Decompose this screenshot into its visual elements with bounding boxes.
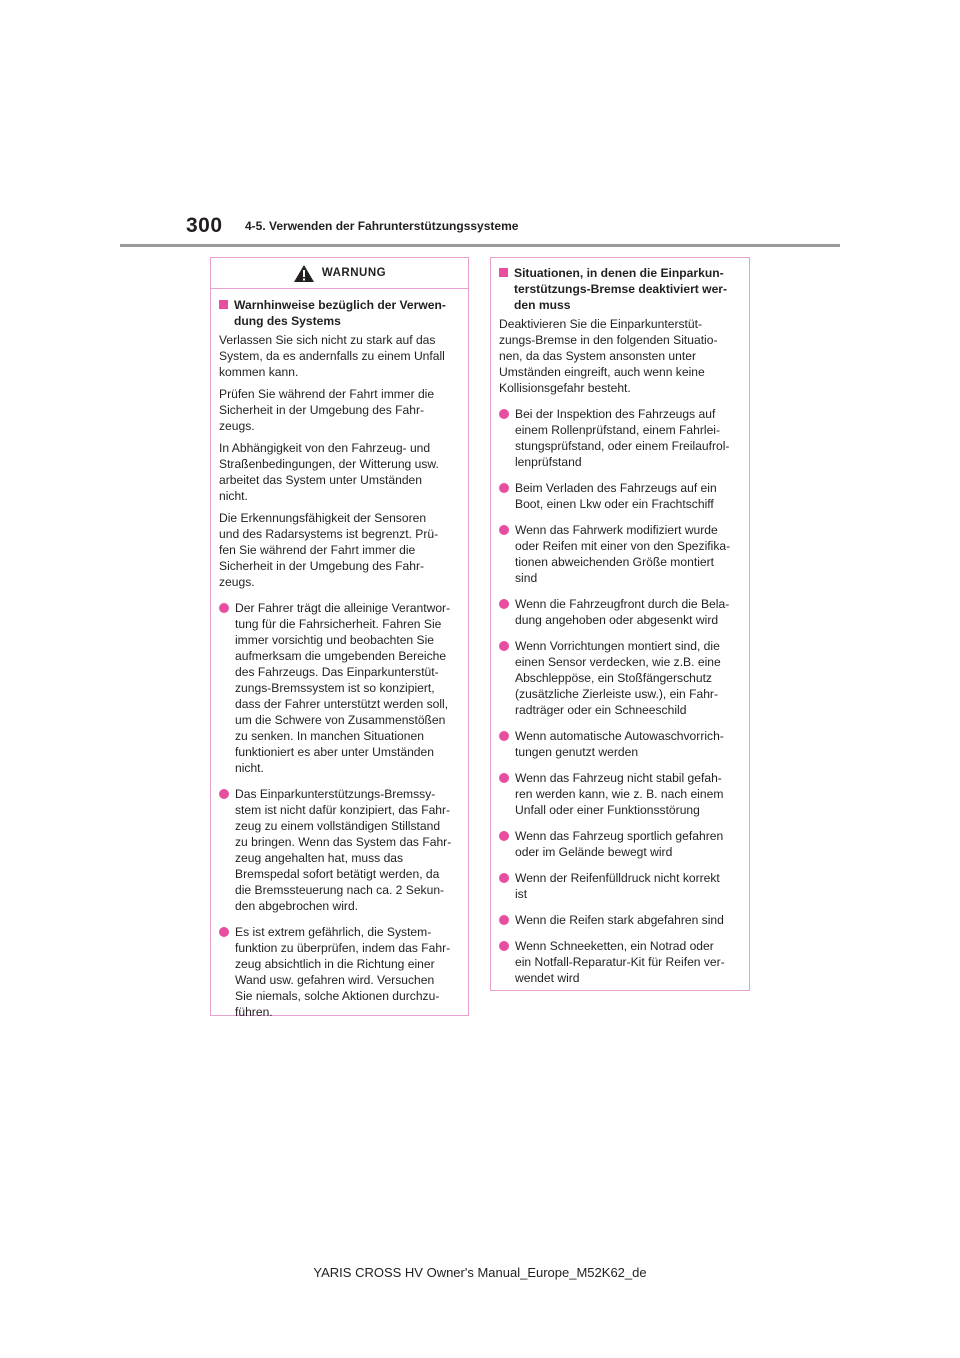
bullet-dot-icon <box>499 941 509 951</box>
bullet-dot-icon <box>219 789 229 799</box>
bullet-dot-icon <box>499 641 509 651</box>
bullet-dot-icon <box>219 603 229 613</box>
square-bullet-icon <box>499 268 508 277</box>
bullet-text: Wenn das Fahrwerk modifiziert wurde oder Reifen mit einer von den Spezifika- tionen abweichenden Größe montiert sind <box>515 523 731 585</box>
bullet-dot-icon <box>499 831 509 841</box>
bullet-text: Wenn die Reifen stark abgefahren sind <box>515 913 724 927</box>
situations-heading-text: Situationen, in denen die Einparkun- terstützungs-Bremse deaktiviert wer- den muss <box>514 266 728 312</box>
header-rule <box>120 244 840 247</box>
bullet-item <box>499 770 741 818</box>
bullet-text: Wenn das Fahrzeug sportlich gefahren oder im Gelände bewegt wird <box>515 829 724 859</box>
warning-header <box>211 258 468 289</box>
bullet-item <box>499 728 741 760</box>
bullet-item <box>499 638 741 718</box>
bullet-item <box>499 596 741 628</box>
bullet-item <box>499 480 741 512</box>
bullet-dot-icon <box>499 773 509 783</box>
bullet-item <box>499 912 741 928</box>
bullet-dot-icon <box>499 525 509 535</box>
bullet-text: Wenn Vorrichtungen montiert sind, die einen Sensor verdecken, wie z.B. eine Abschleppöse, ein Stoßfängerschutz (zusätzliche Zierleiste usw.), ein Fahr- radträger oder ein Schneeschild <box>515 639 721 717</box>
bullet-text: Bei der Inspektion des Fahrzeugs auf einem Rollenprüfstand, einem Fahrlei- stungsprüfstand, oder einem Freilaufrol- lenprüfstand <box>515 407 730 469</box>
paragraph: Prüfen Sie während der Fahrt immer die Sicherheit in der Umgebung des Fahr- zeugs. <box>219 387 435 433</box>
bullet-item <box>499 406 741 470</box>
bullet-dot-icon <box>499 915 509 925</box>
situations-heading <box>499 265 741 313</box>
bullet-dot-icon <box>219 927 229 937</box>
bullet-text: Wenn Schneeketten, ein Notrad oder ein Notfall-Reparatur-Kit für Reifen ver- wendet wird <box>515 939 725 985</box>
bullet-item <box>499 522 741 586</box>
bullet-item <box>219 924 460 1020</box>
paragraph: Die Erkennungsfähigkeit der Sensoren und des Radarsystems ist begrenzt. Prü- fen Sie während der Fahrt immer die Sicherheit in der Umgebung des Fahr- zeugs. <box>219 511 439 589</box>
warning-heading-text: Warnhinweise bezüglich der Verwen- dung des Systems <box>234 298 446 328</box>
section-title: 4-5. Verwenden der Fahrunterstützungssysteme <box>245 219 519 233</box>
paragraph: Verlassen Sie sich nicht zu stark auf das System, da es andernfalls zu einem Unfall kommen kann. <box>219 333 445 379</box>
bullet-item <box>219 600 460 776</box>
paragraph: In Abhängigkeit von den Fahrzeug- und Straßenbedingungen, der Witterung usw. arbeitet das System unter Umständen nicht. <box>219 441 439 503</box>
bullet-item <box>499 870 741 902</box>
bullet-text: Das Einparkunterstützungs-Bremssy- stem ist nicht dafür konzipiert, das Fahr- zeug zu einem vollständigen Stillstand zu bringen. Wenn das System das Fahr- zeug angehalten hat, muss das Bremspedal sofort betätigt werden, da die Bremssteuerung nach ca. 2 Sekun- den abgebrochen wird. <box>235 787 452 913</box>
bullet-text: Wenn die Fahrzeugfront durch die Bela- dung angehoben oder abgesenkt wird <box>515 597 730 627</box>
bullet-item <box>499 938 741 986</box>
bullet-item <box>499 828 741 860</box>
warning-triangle-icon <box>293 264 315 283</box>
square-bullet-icon <box>219 300 228 309</box>
bullet-dot-icon <box>499 731 509 741</box>
bullet-dot-icon <box>499 483 509 493</box>
situations-intro: Deaktivieren Sie die Einparkunterstüt- zungs-Bremse in den folgenden Situatio- nen, da das System ansonsten unter Umständen eingreift, auch wenn keine Kollisionsgefahr besteht. <box>499 317 718 395</box>
bullet-dot-icon <box>499 599 509 609</box>
bullet-dot-icon <box>499 409 509 419</box>
situations-box <box>490 257 750 991</box>
page-number: 300 <box>186 214 223 237</box>
bullet-text: Beim Verladen des Fahrzeugs auf ein Boot, einen Lkw oder ein Frachtschiff <box>515 481 717 511</box>
bullet-item <box>219 786 460 914</box>
footer-text: YARIS CROSS HV Owner's Manual_Europe_M52K62_de <box>313 1265 647 1280</box>
bullet-text: Der Fahrer trägt die alleinige Verantwor- tung für die Fahrsicherheit. Fahren Sie immer vorsichtig und beobachten Sie aufmerksam die umgebenden Bereiche des Fahrzeugs. Das Einparkunterstüt- zungs-Bremssystem ist so konzipiert, dass der Fahrer unterstützt werden soll, um die Schwere von Zusammenstößen zu senken. In manchen Situationen funktioniert es aber unter Umständen nicht. <box>235 601 451 775</box>
bullet-dot-icon <box>499 873 509 883</box>
warning-heading <box>219 297 460 329</box>
bullet-text: Wenn der Reifenfülldruck nicht korrekt ist <box>515 871 720 901</box>
warning-label: WARNUNG <box>321 267 387 279</box>
bullet-text: Wenn das Fahrzeug nicht stabil gefah- ren werden kann, wie z. B. nach einem Unfall oder einer Funktionsstörung <box>515 771 724 817</box>
bullet-text: Es ist extrem gefährlich, die System- funktion zu überprüfen, indem das Fahr- zeug absichtlich in die Richtung einer Wand usw. gefahren wird. Versuchen Sie niemals, solche Aktionen durchzu- führen. <box>235 925 451 1019</box>
warning-box <box>210 257 469 1019</box>
bullet-text: Wenn automatische Autowaschvorrich- tungen genutzt werden <box>515 729 724 759</box>
